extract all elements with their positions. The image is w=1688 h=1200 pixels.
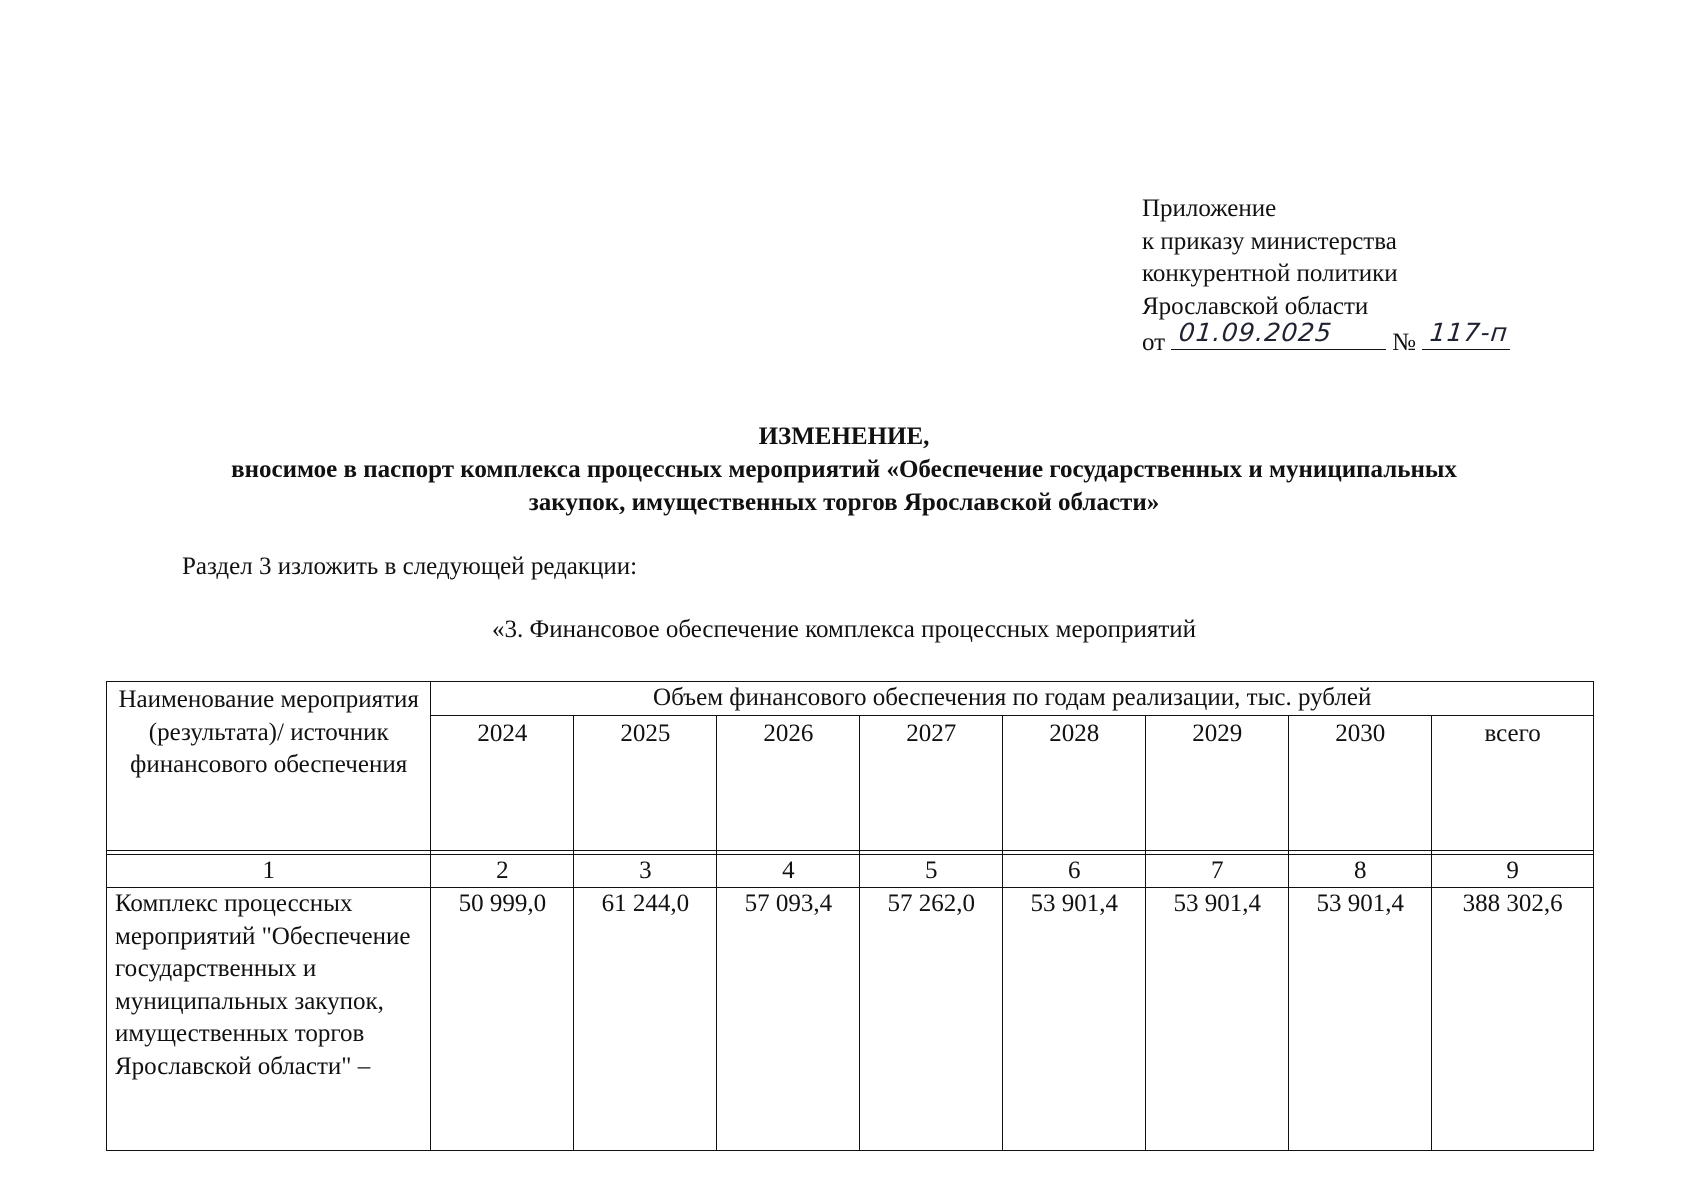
- value-cell: 57 093,4: [717, 888, 860, 1151]
- column-number: 9: [1432, 854, 1594, 888]
- column-number: 3: [574, 854, 717, 888]
- document-title: [0, 420, 1688, 519]
- column-number: 8: [1289, 854, 1432, 888]
- financing-table: [106, 681, 1594, 1151]
- total-cell: 388 302,6: [1432, 888, 1594, 1151]
- handwritten-number: 117-п: [1428, 317, 1510, 347]
- handwritten-date: 01.09.2025: [1177, 317, 1334, 347]
- appendix-line: конкурентной политики: [1142, 260, 1398, 287]
- value-cell: 53 901,4: [1289, 888, 1432, 1151]
- table-caption: «3. Финансовое обеспечение комплекса процессных мероприятий: [491, 616, 1197, 643]
- column-number: 2: [431, 854, 574, 888]
- number-field: [1422, 317, 1510, 350]
- year-header: 2024: [431, 715, 574, 850]
- column-number: 7: [1146, 854, 1289, 888]
- order-reference: [1142, 317, 1510, 360]
- value-cell: 57 262,0: [860, 888, 1003, 1151]
- appendix-line: Ярославской области: [1142, 292, 1369, 320]
- appendix-line: Приложение: [1142, 195, 1277, 222]
- column-number: 6: [1003, 854, 1146, 888]
- column-number-row: [107, 854, 1594, 888]
- name-column-header: Наименование мероприятия (результата)/ источник финансового обеспечения: [107, 682, 431, 851]
- column-number: 5: [860, 854, 1003, 888]
- table-row: [107, 888, 1594, 1151]
- year-header: 2029: [1146, 715, 1289, 850]
- year-header: 2026: [717, 715, 860, 850]
- value-cell: 50 999,0: [431, 888, 574, 1151]
- value-cell: 53 901,4: [1146, 888, 1289, 1151]
- year-header: 2027: [860, 715, 1003, 850]
- year-header: 2028: [1003, 715, 1146, 850]
- value-cell: 61 244,0: [574, 888, 717, 1151]
- year-header: 2025: [574, 715, 717, 850]
- section-instruction: Раздел 3 изложить в следующей редакции:: [182, 553, 638, 580]
- total-header: всего: [1432, 715, 1594, 850]
- appendix-line: к приказу министерства: [1142, 227, 1397, 255]
- appendix-block: [1142, 193, 1510, 360]
- column-number: 4: [717, 854, 860, 888]
- title-line-3: закупок, имущественных торгов Ярославской области»: [528, 489, 1160, 516]
- volume-span-header: Объем финансового обеспечения по годам реализации, тыс. рублей: [431, 682, 1594, 716]
- title-heading: ИЗМЕНЕНИЕ,: [758, 423, 930, 450]
- date-field: [1171, 317, 1386, 350]
- activity-name: Комплекс процессных мероприятий "Обеспечение государственных и муниципальных закупок, имущественных торгов Ярославской области" –: [107, 888, 431, 1151]
- title-line-2: вносимое в паспорт комплекса процессных мероприятий «Обеспечение государственных и муниципальных: [231, 456, 1457, 483]
- number-prefix: №: [1392, 329, 1416, 356]
- date-prefix: от: [1142, 329, 1166, 356]
- year-header: 2030: [1289, 715, 1432, 850]
- value-cell: 53 901,4: [1003, 888, 1146, 1151]
- column-number: 1: [107, 854, 431, 888]
- header-row: [107, 682, 1594, 716]
